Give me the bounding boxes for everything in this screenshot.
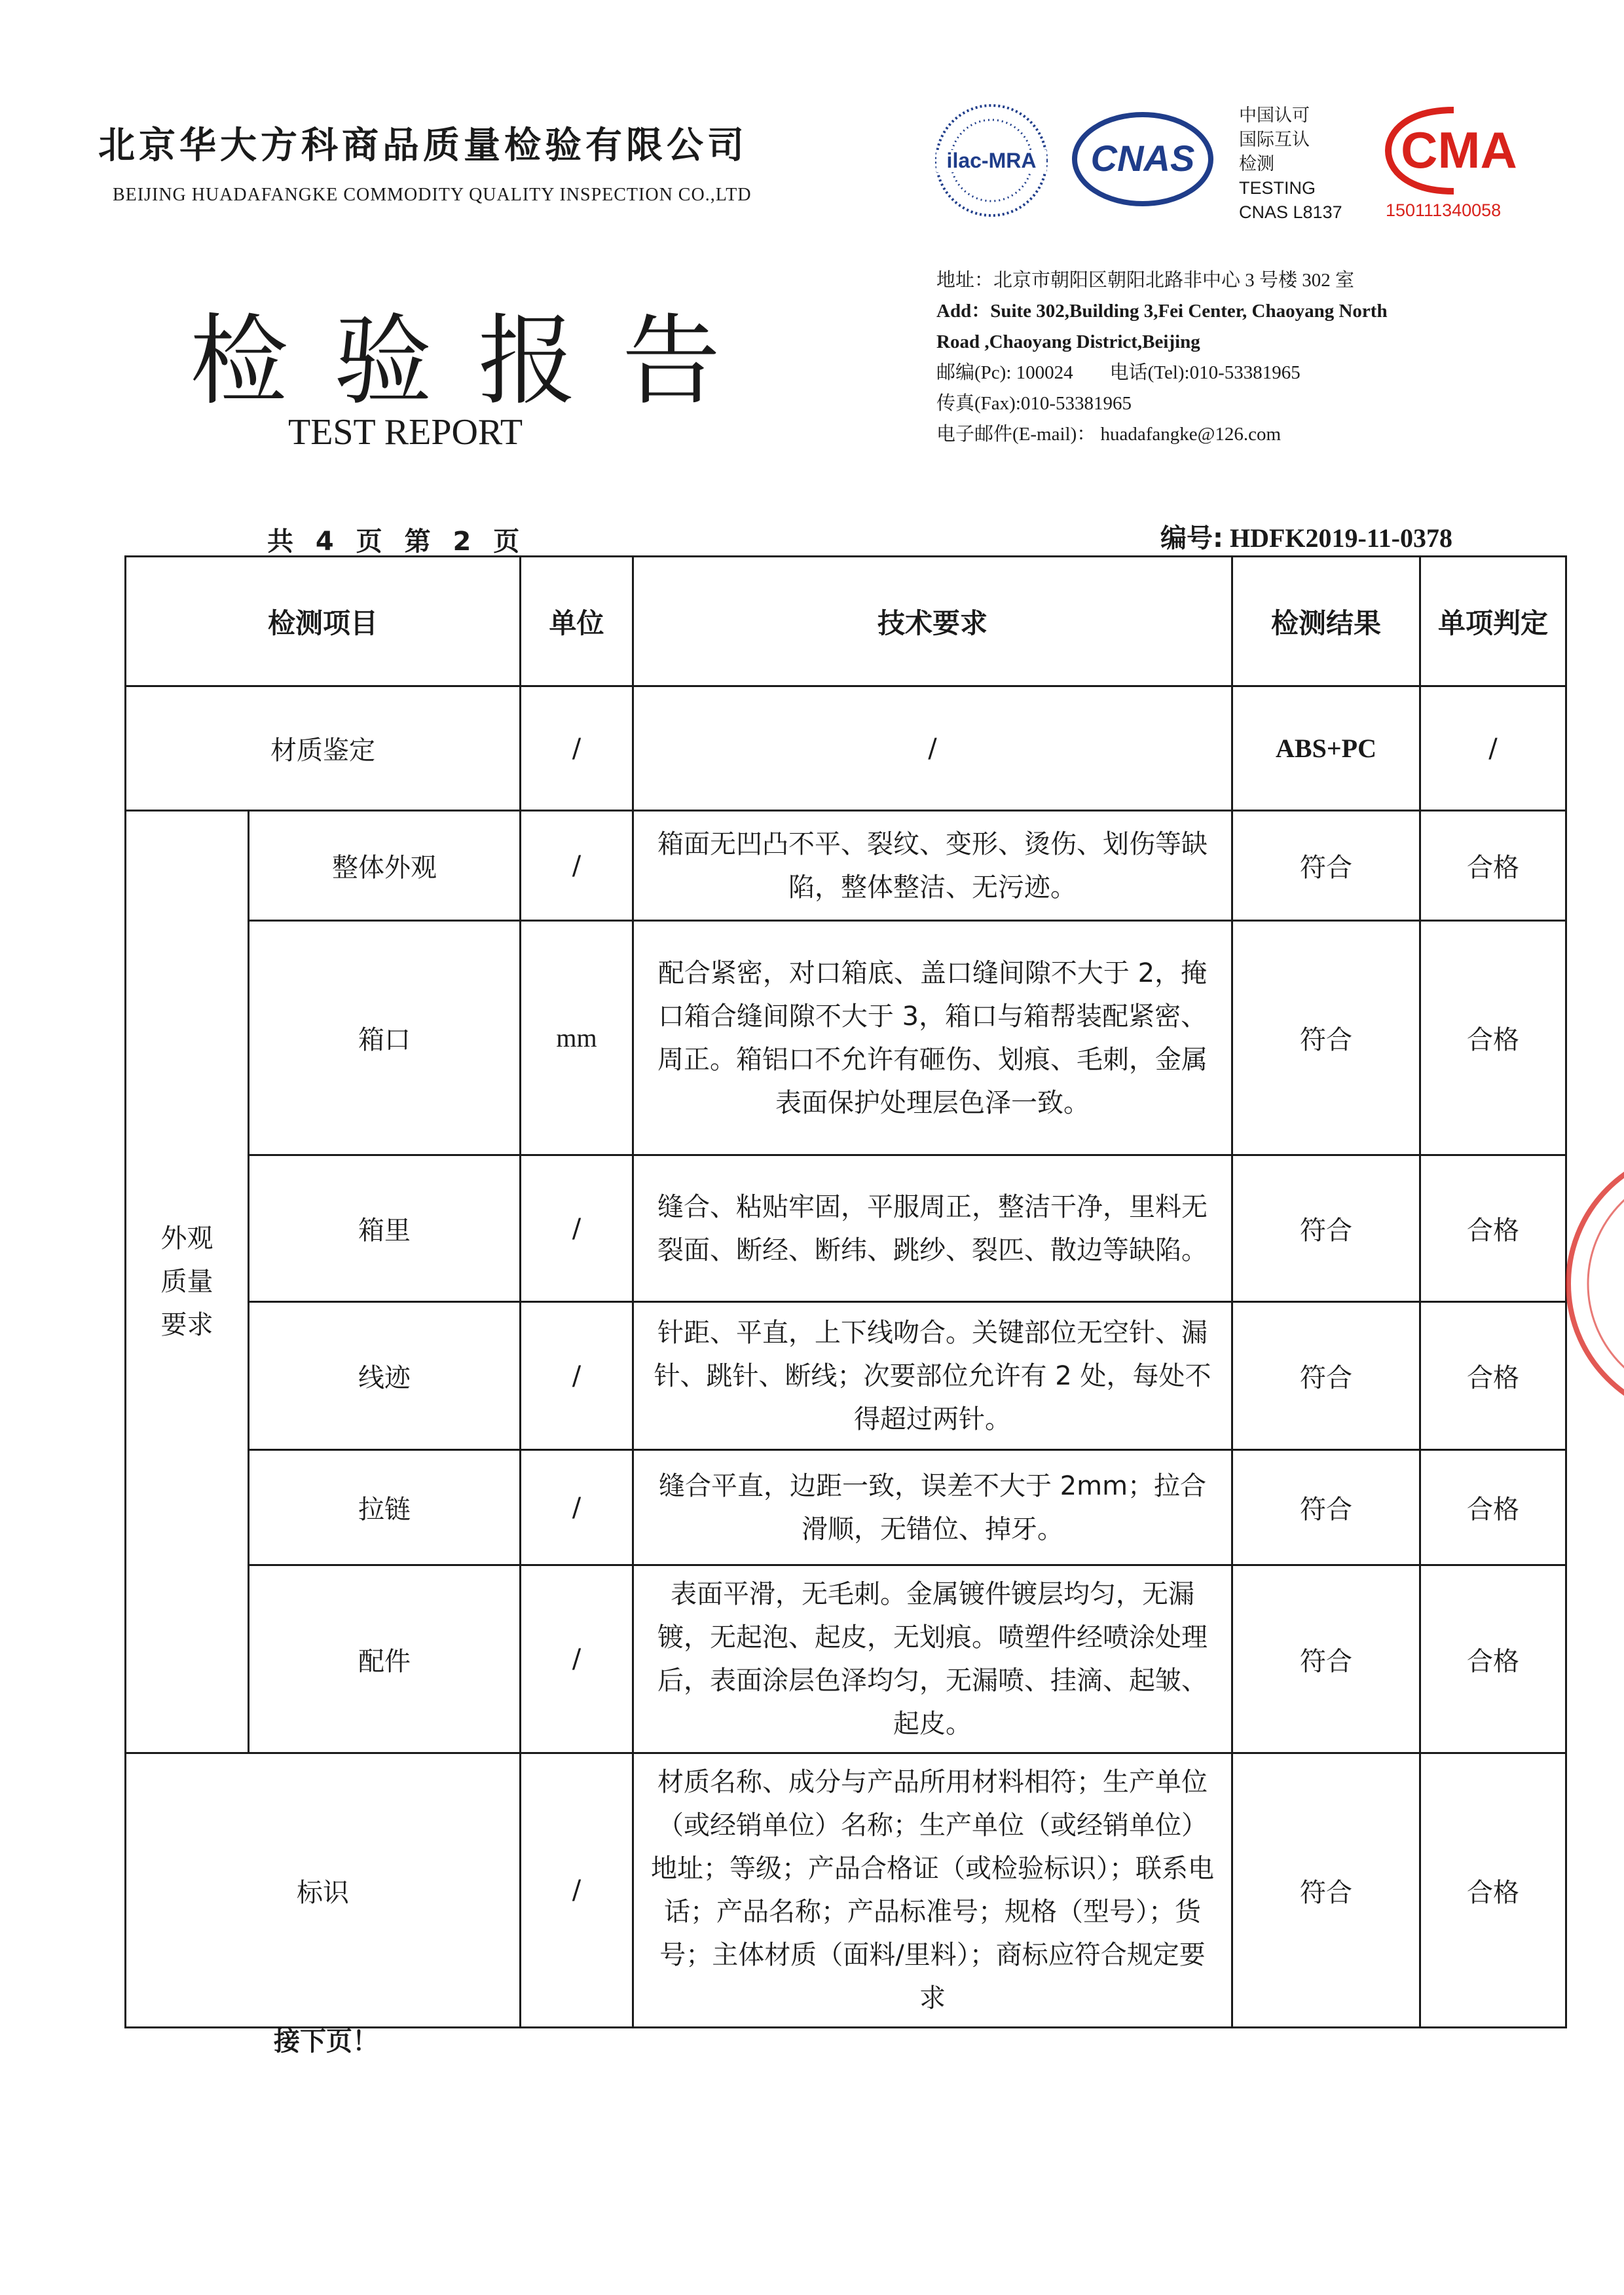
result-cell: 符合 <box>1232 1302 1420 1450</box>
table-row <box>126 686 1566 811</box>
item-cell: 整体外观 <box>249 811 521 921</box>
header-judgment: 单项判定 <box>1420 557 1566 686</box>
company-name-cn: 北京华大方科商品质量检验有限公司 <box>98 124 748 167</box>
judgment-cell: 合格 <box>1420 921 1566 1155</box>
result-cell: 符合 <box>1232 921 1420 1155</box>
report-number-label: 编号: <box>1160 523 1223 553</box>
page-counter: 共 4 页 第 2 页 <box>267 527 520 557</box>
cma-logo-text: CMA <box>1401 121 1517 179</box>
company-name-en: BEIJING HUADAFANGKE COMMODITY QUALITY INSPECTION CO.,LTD <box>113 185 752 205</box>
requirement-cell: 配合紧密，对口箱底、盖口缝间隙不大于 2，掩口箱合缝间隙不大于 3，箱口与箱帮装配紧密、周正。箱铝口不允许有砸伤、划痕、毛刺，金属表面保护处理层色泽一致。 <box>633 921 1232 1155</box>
address-en-line2: Road ,Chaoyang District,Beijing <box>936 331 1200 352</box>
header-unit: 单位 <box>521 557 633 686</box>
header-requirement: 技术要求 <box>633 557 1232 686</box>
item-cell: 材质鉴定 <box>126 686 521 811</box>
fax: 传真(Fax):010-53381965 <box>936 393 1132 414</box>
table-header-row <box>126 557 1566 686</box>
postal-code: 邮编(Pc): 100024 <box>936 362 1073 383</box>
judgment-cell: 合格 <box>1420 1155 1566 1302</box>
result-cell: 符合 <box>1232 1753 1420 2028</box>
requirement-cell: 缝合平直，边距一致，误差不大于 2mm；拉合滑顺，无错位、掉牙。 <box>633 1450 1232 1565</box>
address-cn: 地址：北京市朝阳区朝阳北路非中心 3 号楼 302 室 <box>936 270 1355 291</box>
report-title-en: TEST REPORT <box>288 412 523 453</box>
address-en-line1: Add：Suite 302,Building 3,Fei Center, Chaoyang North <box>936 301 1388 322</box>
unit-cell: / <box>521 1450 633 1565</box>
address-block <box>936 265 1388 450</box>
cert-line: 中国认可 <box>1239 105 1310 125</box>
continued-note: 接下页！ <box>274 2026 378 2057</box>
cert-line: 国际互认 <box>1239 130 1310 149</box>
group-label-cell: 外观 质量 要求 <box>126 811 249 1753</box>
email: 电子邮件(E-mail)： huadafangke@126.com <box>936 424 1282 445</box>
item-cell: 箱里 <box>249 1155 521 1302</box>
report-number-value: HDFK2019-11-0378 <box>1230 523 1452 553</box>
requirement-cell: / <box>633 686 1232 811</box>
official-seal-stamp <box>1565 1140 1624 1428</box>
result-cell: ABS+PC <box>1232 686 1420 811</box>
telephone: 电话(Tel):010-53381965 <box>1109 362 1301 383</box>
item-cell: 标识 <box>126 1753 521 2028</box>
result-cell: 符合 <box>1232 811 1420 921</box>
header-result: 检测结果 <box>1232 557 1420 686</box>
judgment-cell: 合格 <box>1420 1450 1566 1565</box>
result-cell: 符合 <box>1232 1155 1420 1302</box>
judgment-cell: 合格 <box>1420 1753 1566 2028</box>
item-cell: 线迹 <box>249 1302 521 1450</box>
cnas-logo <box>1071 110 1215 208</box>
unit-cell: / <box>521 686 633 811</box>
requirement-cell: 表面平滑，无毛刺。金属镀件镀层均匀，无漏镀，无起泡、起皮，无划痕。喷塑件经喷涂处理后，表面涂层色泽均匀，无漏喷、挂滴、起皱、起皮。 <box>633 1565 1232 1753</box>
header-item: 检测项目 <box>126 557 521 686</box>
inspection-table <box>124 555 1567 2028</box>
cnas-logo-text: CNAS <box>1090 138 1195 179</box>
cert-line: TESTING <box>1239 178 1316 198</box>
cma-number: 150111340058 <box>1386 200 1502 220</box>
result-cell: 符合 <box>1232 1565 1420 1753</box>
cert-line: CNAS L8137 <box>1239 202 1342 222</box>
postal-tel-line <box>936 358 1388 388</box>
unit-cell: mm <box>521 921 633 1155</box>
unit-cell: / <box>521 811 633 921</box>
table-row <box>126 921 1566 1155</box>
table-row <box>126 1302 1566 1450</box>
unit-cell: / <box>521 1753 633 2028</box>
unit-cell: / <box>521 1565 633 1753</box>
cert-line: 检测 <box>1239 154 1274 174</box>
table-row <box>126 1565 1566 1753</box>
table-row <box>126 1450 1566 1565</box>
report-number <box>1160 517 1452 555</box>
judgment-cell: 合格 <box>1420 811 1566 921</box>
table-row <box>126 1155 1566 1302</box>
requirement-cell: 箱面无凹凸不平、裂纹、变形、烫伤、划伤等缺陷，整体整洁、无污迹。 <box>633 811 1232 921</box>
report-title-cn: 检验报告 <box>190 305 767 419</box>
judgment-cell: 合格 <box>1420 1302 1566 1450</box>
requirement-cell: 缝合、粘贴牢固，平服周正，整洁干净，里料无裂面、断经、断纬、跳纱、裂匹、散边等缺陷。 <box>633 1155 1232 1302</box>
item-cell: 箱口 <box>249 921 521 1155</box>
cnas-cert-text <box>1239 103 1342 225</box>
table-row <box>126 811 1566 921</box>
item-cell: 配件 <box>249 1565 521 1753</box>
requirement-cell: 针距、平直，上下线吻合。关键部位无空针、漏针、跳针、断线；次要部位允许有 2 处，每处不得超过两针。 <box>633 1302 1232 1450</box>
cma-logo <box>1382 105 1526 196</box>
judgment-cell: 合格 <box>1420 1565 1566 1753</box>
result-cell: 符合 <box>1232 1450 1420 1565</box>
ilac-mra-logo <box>932 102 1050 219</box>
requirement-cell: 材质名称、成分与产品所用材料相符；生产单位（或经销单位）名称；生产单位（或经销单位）地址；等级；产品合格证（或检验标识）；联系电话；产品名称；产品标准号；规格（型号）；货号；主体材质（面料/里料）；商标应符合规定要求 <box>633 1753 1232 2028</box>
unit-cell: / <box>521 1155 633 1302</box>
table-row <box>126 1753 1566 2028</box>
item-cell: 拉链 <box>249 1450 521 1565</box>
ilac-logo-text: ilac-MRA <box>946 149 1037 172</box>
judgment-cell: / <box>1420 686 1566 811</box>
unit-cell: / <box>521 1302 633 1450</box>
